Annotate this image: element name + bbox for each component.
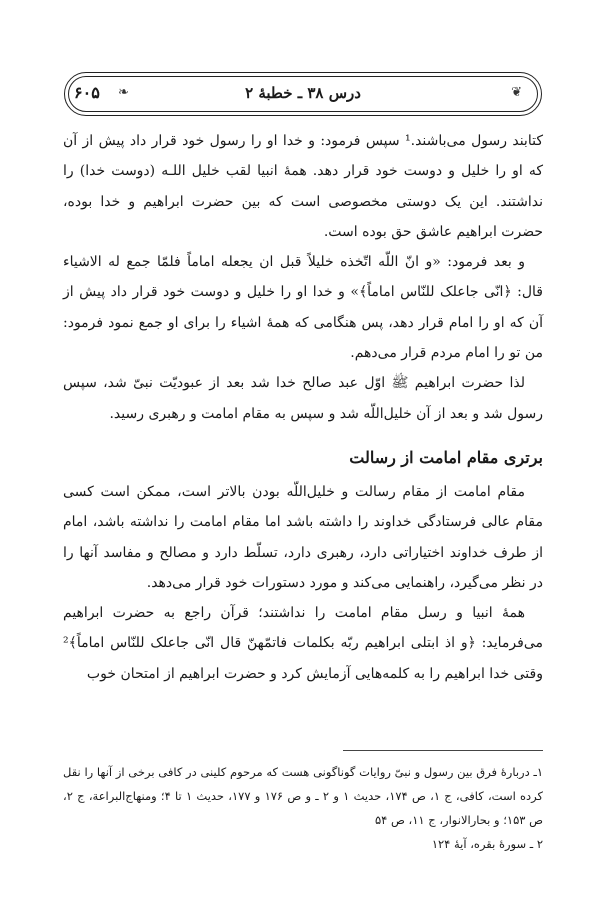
page-number: ۶۰۵: [74, 83, 100, 102]
footnote-2: ۲ ـ سورهٔ بقره، آیهٔ ۱۲۴: [431, 837, 543, 851]
page-header: [64, 72, 542, 116]
paragraph-4: مقام امامت از مقام رسالت و خلیل‌اللّه بودن بالاتر است، ممکن است کسی مقام عالی فرستادگی خداوند را داشته باشد اما مقام امامت را نداشته باشد، امام از طرف خداوند اختیاراتی دارد، رهبری دارد، تسلّط دارد و مصالح و مفاسد آنها را در نظر می‌گیرد، راهنمایی می‌کند و مورد دستورات خود قرار می‌دهد.: [63, 483, 543, 591]
ornament-left-icon: ❧: [118, 85, 129, 100]
footnotes: [63, 760, 543, 856]
section-heading: برتری مقام امامت از رسالت: [349, 447, 543, 467]
footnote-divider: [343, 750, 543, 751]
paragraph-5: همهٔ انبیا و رسل مقام امامت را نداشتند؛ قرآن راجع به حضرت ابراهیم می‌فرماید: ﴿و اذ ابتلی ابراهیم ربّه بکلمات فاتمّهنّ قال انّی جاعلک للنّاس اماماً﴾² وقتی خدا ابراهیم را به کلمه‌هایی آزمایش کرد و حضرت ابراهیم از امتحان خوب: [63, 605, 543, 682]
paragraph-3: لذا حضرت ابراهیم ﷺ اوّل عبد صالح خدا شد بعد از عبودیّت نبیّ شد، سپس رسول شد و بعد از آن خلیل‌اللّه شد و سپس به مقام امامت و رهبری رسید.: [63, 375, 543, 422]
running-title: درس ۳۸ ـ خطبهٔ ۲: [245, 84, 361, 102]
ornament-right-icon: ❦: [511, 85, 522, 100]
footnote-1: ۱ـ دربارهٔ فرق بین رسول و نبیّ روایات گوناگونی هست که مرحوم کلینی در کافی برخی از آنها را نقل کرده است، کافی، ج ۱، ص ۱۷۴، حدیث ۱ و ۲ ـ و ص ۱۷۶ و ۱۷۷، حدیث ۱ تا ۴؛ ومنهاج‌البراعة، ج ۲، ص ۱۵۳؛ و بحارالانوار، ج ۱۱، ص ۵۴: [63, 765, 543, 827]
main-text: [63, 126, 543, 689]
paragraph-2: و بعد فرمود: «و انّ اللّه اتّخذه خلیلاً قبل ان یجعله اماماً فلمّا جمع له الاشیاء قال: ﴿انّی جاعلک للنّاس اماماً﴾» و خدا او را خلیل و دوست خود قرار داد پیش از آن که او را امام قرار دهد، پس هنگامی که همهٔ اشیاء را برای او جمع نمود فرمود: من تو را امام مردم قرار می‌دهم.: [63, 254, 543, 362]
paragraph-1: کتابند رسول می‌باشند.¹ سپس فرمود: و خدا او را رسول خود قرار داد پیش از آن که او را خلیل و دوست خود قرار دهد. همهٔ انبیا لقب خلیل اللـه (دوست خدا) را نداشتند. این یک دوستی مخصوصی است که بین حضرت ابراهیم و خدا بوده، حضرت ابراهیم عاشق حق بوده است.: [63, 133, 543, 240]
